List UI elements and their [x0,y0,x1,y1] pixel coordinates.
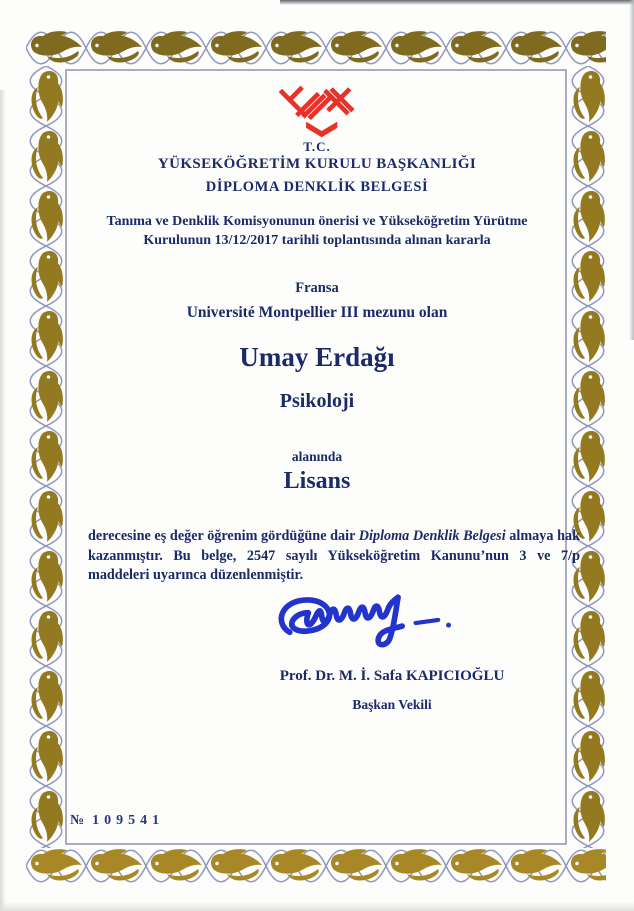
statement-paragraph [88,527,580,586]
study-field: Psikoloji [279,390,355,412]
state-abbreviation: T.C. [303,139,331,154]
statement-part-1: derecesine eş değer öğrenim gördüğüne dair [88,528,359,544]
decision-line-1: Tanıma ve Denklik Komisyonunun önerisi ve Yükseköğretim Yürütme [106,214,528,229]
statement-part-2: almaya hak kazanmıştır. Bu belge, 2547 sayılı Yükseköğretim Kanunu’nun 3 ve 7/p maddeleri uyarınca düzenlenmiştir. [88,528,580,584]
serial-label: № [70,813,85,828]
graduate-name: Umay Erdağı [239,342,395,372]
scan-shadow-top [280,0,634,5]
scan-shadow-right [629,0,634,340]
scan-shadow-left [0,90,6,911]
signatory-role: Başkan Vekili [352,697,432,712]
signature-icon [272,589,522,655]
document-title: DİPLOMA DENKLİK BELGESİ [205,179,429,195]
statement-italic-title: Diploma Denklik Belgesi [358,528,506,544]
decision-line-2: Kurulunun 13/12/2017 tarihli toplantısında alınan kararla [143,233,491,248]
university-line: Université Montpellier III mezunu olan [186,304,448,321]
degree-level: Lisans [283,468,351,494]
institution-name: YÜKSEKÖĞRETİM KURULU BAŞKANLIĞI [157,156,477,172]
signatory-name: Prof. Dr. M. İ. Safa KAPICIOĞLU [279,668,505,684]
scan-shadow-bottom [0,902,634,911]
country: Fransa [295,280,339,296]
field-suffix: alanında [291,449,343,464]
serial-number-row [70,813,164,829]
yok-logo-icon [278,84,356,139]
serial-number: 109541 [92,813,165,828]
